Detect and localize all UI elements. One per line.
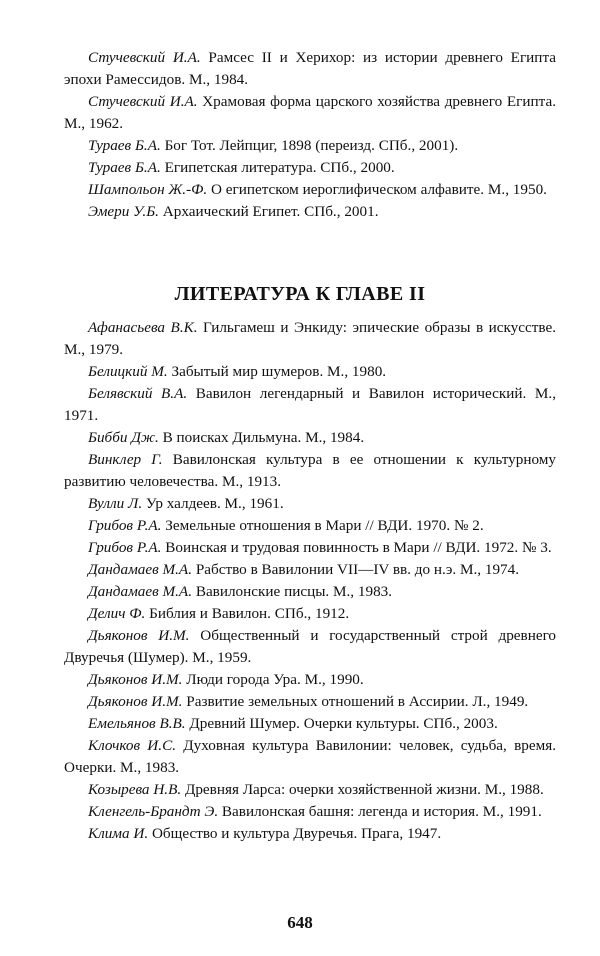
entry-author: Дандамаев М.А.	[88, 561, 193, 578]
entry-author: Дьяконов И.М.	[88, 671, 183, 688]
bibliography-entry	[64, 383, 556, 427]
entry-text: Рамсес II и Херихор: из истории древнего Египта эпохи Рамессидов. М., 1984.	[64, 49, 557, 88]
entry-text: Рабство в Вавилонии VII—IV вв. до н.э. М., 1974.	[195, 561, 520, 578]
bibliography-entry	[64, 515, 556, 537]
entry-author: Тураев Б.А.	[88, 159, 161, 176]
bibliography-entry	[64, 823, 556, 845]
bibliography-entry	[64, 581, 556, 603]
bibliography-entry	[64, 625, 556, 669]
bibliography-entry	[64, 427, 556, 449]
entry-text: Вавилонские писцы. М., 1983.	[195, 583, 393, 600]
entry-author: Грибов Р.А.	[88, 517, 162, 534]
entry-author: Дьяконов И.М.	[88, 627, 190, 644]
entry-author: Клима И.	[88, 825, 149, 842]
entry-author: Дьяконов И.М.	[88, 693, 183, 710]
bibliography-entry	[64, 91, 556, 135]
bibliography-list-previous-chapter	[64, 47, 556, 223]
chapter-literature-heading: ЛИТЕРАТУРА К ГЛАВЕ II	[174, 283, 426, 305]
entry-text: Библия и Вавилон. СПб., 1912.	[149, 605, 350, 622]
entry-author: Стучевский И.А.	[88, 49, 201, 66]
entry-author: Емельянов В.В.	[88, 715, 186, 732]
bibliography-entry	[64, 801, 556, 823]
entry-author: Делич Ф.	[88, 605, 146, 622]
bibliography-entry	[64, 603, 556, 625]
entry-author: Белявский В.А.	[88, 385, 188, 402]
entry-author: Тураев Б.А.	[88, 137, 161, 154]
entry-author: Кленгель-Брандт Э.	[88, 803, 219, 820]
entry-text: Вавилонская башня: легенда и история. М., 1991.	[221, 803, 542, 820]
bibliography-entry	[64, 201, 556, 223]
bibliography-entry	[64, 449, 556, 493]
bibliography-entry	[64, 779, 556, 801]
entry-text: Забытый мир шумеров. М., 1980.	[171, 363, 387, 380]
entry-text: Воинская и трудовая повинность в Мари // ВДИ. 1972. № 3.	[165, 539, 552, 556]
bibliography-list-chapter-2	[64, 317, 556, 845]
bibliography-entry	[64, 157, 556, 179]
bibliography-entry	[64, 559, 556, 581]
entry-author: Бибби Дж.	[88, 429, 159, 446]
page-number: 648	[287, 913, 313, 932]
entry-text: Бог Тот. Лейпциг, 1898 (переизд. СПб., 2001).	[164, 137, 459, 154]
entry-text: Гильгамеш и Энкиду: эпические образы в искусстве. М., 1979.	[64, 319, 556, 358]
entry-text: Общественный и государственный строй древнего Двуречья (Шумер). М., 1959.	[64, 627, 557, 666]
bibliography-entry	[64, 135, 556, 157]
entry-author: Афанасьева В.К.	[88, 319, 198, 336]
bibliography-entry	[64, 179, 556, 201]
entry-text: Архаический Египет. СПб., 2001.	[162, 203, 379, 220]
bibliography-entry	[64, 537, 556, 559]
bibliography-entry	[64, 691, 556, 713]
entry-author: Дандамаев М.А.	[88, 583, 193, 600]
entry-text: Развитие земельных отношений в Ассирии. Л., 1949.	[186, 693, 529, 710]
entry-author: Белицкий М.	[88, 363, 168, 380]
entry-text: Древний Шумер. Очерки культуры. СПб., 2003.	[189, 715, 498, 732]
entry-author: Козырева Н.В.	[88, 781, 182, 798]
entry-text: Храмовая форма царского хозяйства древнего Египта. М., 1962.	[64, 93, 556, 132]
bibliography-entry	[64, 493, 556, 515]
bibliography-entry	[64, 735, 556, 779]
entry-author: Винклер Г.	[88, 451, 163, 468]
entry-author: Эмери У.Б.	[88, 203, 159, 220]
entry-text: Люди города Ура. М., 1990.	[186, 671, 364, 688]
entry-author: Вулли Л.	[88, 495, 143, 512]
bibliography-entry	[64, 317, 556, 361]
entry-text: Ур халдеев. М., 1961.	[145, 495, 284, 512]
bibliography-entry	[64, 47, 556, 91]
entry-text: Древняя Ларса: очерки хозяйственной жизни. М., 1988.	[184, 781, 544, 798]
entry-text: Земельные отношения в Мари // ВДИ. 1970. № 2.	[165, 517, 484, 534]
bibliography-entry	[64, 361, 556, 383]
entry-author: Стучевский И.А.	[88, 93, 198, 110]
entry-text: Вавилонская культура в ее отношении к культурному развитию человечества. М., 1913.	[64, 451, 556, 490]
entry-author: Клочков И.С.	[88, 737, 176, 754]
entry-text: В поисках Дильмуна. М., 1984.	[162, 429, 365, 446]
bibliography-entry	[64, 713, 556, 735]
entry-text: Общество и культура Двуречья. Прага, 1947.	[151, 825, 442, 842]
entry-text: Духовная культура Вавилонии: человек, судьба, время. Очерки. М., 1983.	[64, 737, 556, 776]
entry-text: О египетском иероглифическом алфавите. М., 1950.	[210, 181, 547, 198]
entry-author: Грибов Р.А.	[88, 539, 162, 556]
bibliography-entry	[64, 669, 556, 691]
entry-author: Шампольон Ж.-Ф.	[88, 181, 208, 198]
entry-text: Вавилон легендарный и Вавилон исторический. М., 1971.	[64, 385, 556, 424]
entry-text: Египетская литература. СПб., 2000.	[164, 159, 395, 176]
